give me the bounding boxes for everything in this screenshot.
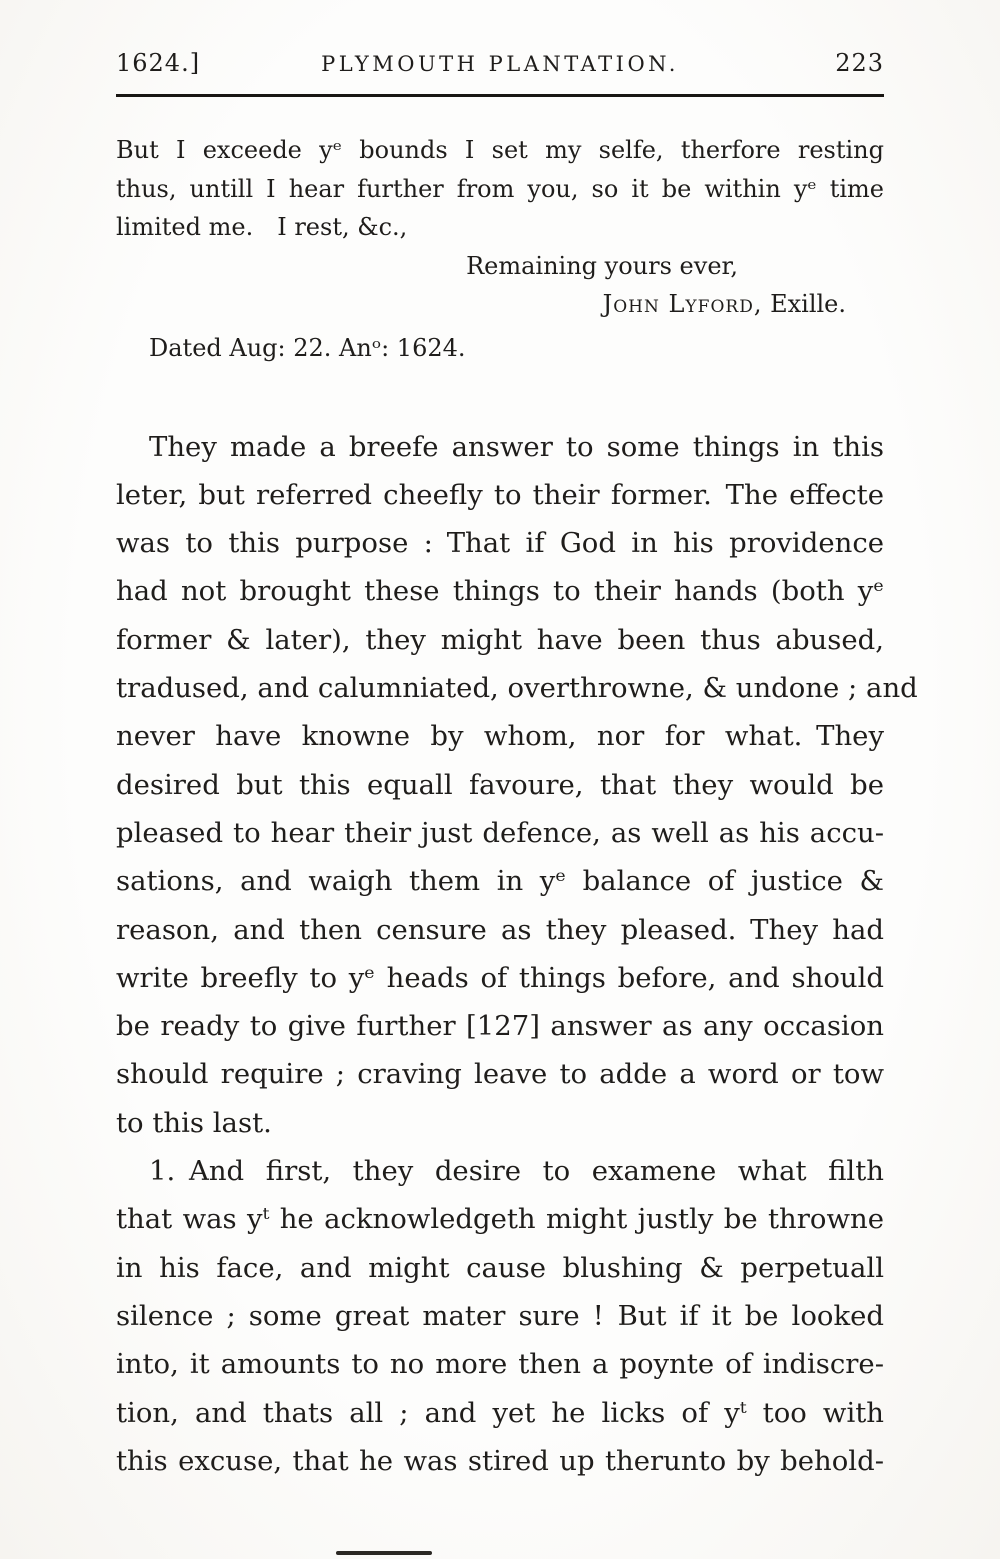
text-line: was to this purpose : That if God in his providence xyxy=(116,527,884,560)
text-line: desired but this equall favoure, that they would be xyxy=(116,768,884,801)
page-number: 223 xyxy=(835,49,885,77)
text-line: limited me. I rest, &c., xyxy=(116,213,408,242)
text-line: that was yᵗ he acknowledgeth might justly be throwne xyxy=(116,1203,884,1236)
paragraph xyxy=(116,423,918,1147)
text-line: leter, but referred cheefly to their former. The effecte xyxy=(116,478,884,511)
text-line: reason, and then censure as they pleased. They had xyxy=(116,913,884,946)
text-line: should require ; craving leave to adde a word or tow xyxy=(116,1058,884,1091)
text-line: pleased to hear their just defence, as well as his accu- xyxy=(116,816,884,849)
main-text xyxy=(116,423,918,1486)
signature-name: John Lyford, xyxy=(602,290,763,319)
text-line: be ready to give further [127] answer as any occasion xyxy=(116,1010,884,1043)
text-line: had not brought these things to their hands (both yᵉ xyxy=(116,575,884,608)
text-line: write breefly to yᵉ heads of things before, and should xyxy=(116,961,884,994)
text-line: into, it amounts to no more then a poynte of indiscre- xyxy=(116,1348,884,1381)
text-line: this excuse, that he was stired up therunto by behold- xyxy=(116,1444,884,1477)
text-line: sations, and waigh them in yᵉ balance of justice & xyxy=(116,865,884,898)
letter-closing: Remaining yours ever, xyxy=(466,251,738,280)
scan-artifact xyxy=(336,1551,432,1555)
text-line: thus, untill I hear further from you, so it be within yᵉ time xyxy=(116,174,884,203)
header-rule xyxy=(116,94,884,97)
running-title: PLYMOUTH PLANTATION. xyxy=(321,52,679,76)
text-line: But I exceede yᵉ bounds I set my selfe, therfore resting xyxy=(116,136,884,164)
text-line: never have knowne by whom, nor for what. They xyxy=(116,720,884,753)
letter-signature xyxy=(116,285,884,324)
text-line: tradused, and calumniated, overthrowne, & undone ; and xyxy=(116,672,918,705)
letter-excerpt xyxy=(116,131,884,368)
paragraph xyxy=(116,1147,884,1485)
text-block xyxy=(116,48,918,1485)
text-line: 1. And first, they desire to examene what filth xyxy=(149,1155,884,1188)
text-line: tion, and thats all ; and yet he licks of yᵗ too with xyxy=(116,1396,884,1429)
year-marker: 1624.] xyxy=(116,49,201,77)
letter-dateline: Dated Aug: 22. Anᵒ: 1624. xyxy=(149,333,466,362)
signature-place: Exille. xyxy=(762,290,846,319)
text-line: silence ; some great mater sure ! But if it be looked xyxy=(116,1299,884,1332)
text-line: former & later), they might have been thus abused, xyxy=(116,623,884,656)
text-line: to this last. xyxy=(116,1106,272,1139)
text-line: in his face, and might cause blushing & perpetuall xyxy=(116,1251,884,1284)
running-header xyxy=(116,48,884,79)
text-line: They made a breefe answer to some things in this xyxy=(149,430,884,463)
